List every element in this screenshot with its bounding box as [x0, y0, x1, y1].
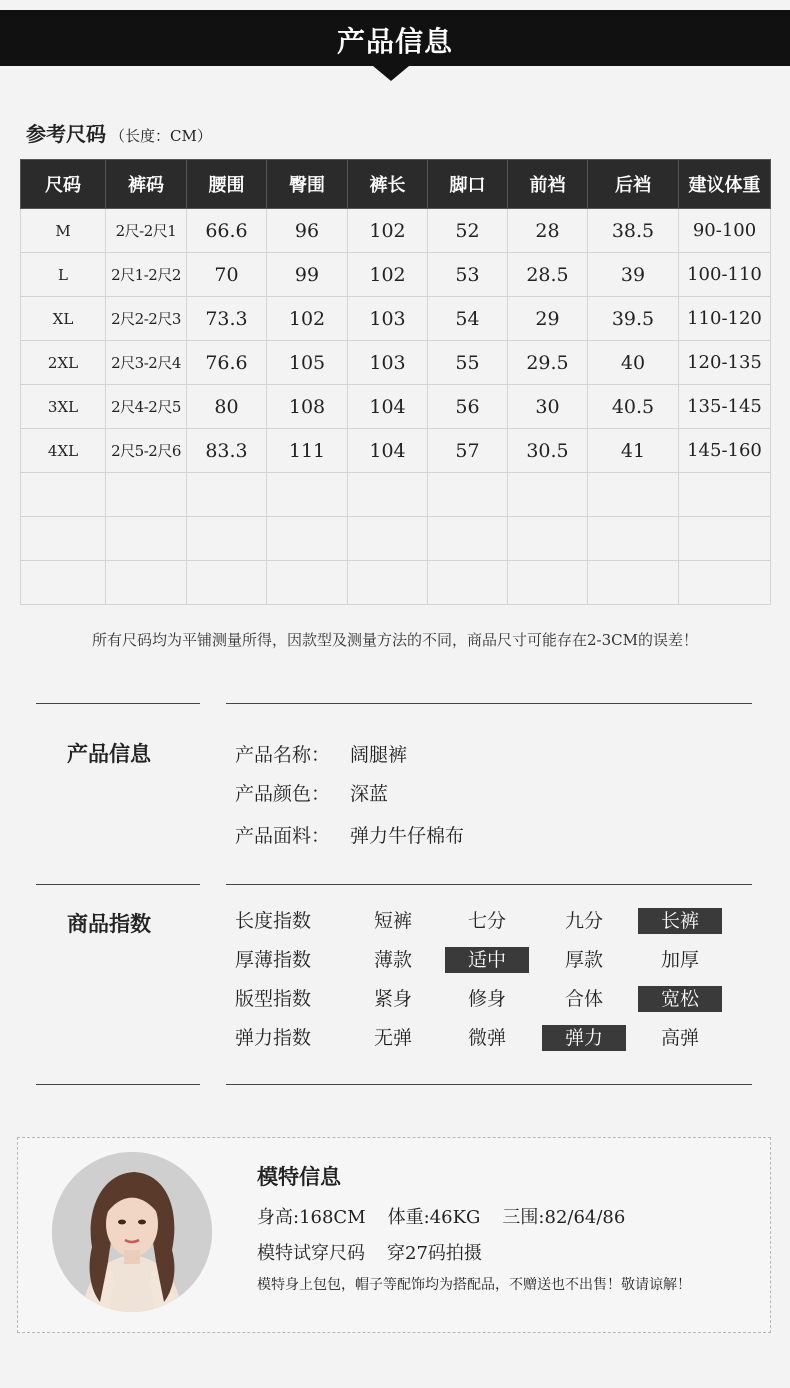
table-cell [21, 473, 106, 517]
divider [226, 1084, 752, 1085]
table-row [21, 429, 771, 473]
index-option: 短裤 [373, 910, 412, 932]
table-cell: 104 [348, 385, 428, 429]
table-cell: 40.5 [588, 385, 679, 429]
index-option-selected: 长裤 [638, 908, 722, 934]
product-info-label: 产品信息 [67, 741, 151, 766]
table-cell: 2尺5-2尺6 [106, 429, 187, 473]
table-cell: 41 [588, 429, 679, 473]
table-cell: 28 [508, 209, 588, 253]
table-cell: 40 [588, 341, 679, 385]
column-header: 尺码 [21, 160, 106, 209]
product-fabric-key: 产品面料： [235, 825, 331, 847]
banner-title: 产品信息 [336, 25, 453, 58]
index-option: 紧身 [373, 988, 412, 1010]
table-cell: 4XL [21, 429, 106, 473]
table-cell [679, 517, 771, 561]
table-cell: 28.5 [508, 253, 588, 297]
model-accessory-note: 模特身上包包，帽子等配饰均为搭配品，不赠送也不出售！敬请谅解！ [257, 1277, 691, 1293]
goods-index-label: 商品指数 [67, 911, 151, 936]
size-table [20, 159, 771, 605]
table-cell [679, 561, 771, 605]
table-cell: 2尺1-2尺2 [106, 253, 187, 297]
table-cell: 2尺4-2尺5 [106, 385, 187, 429]
table-cell [348, 473, 428, 517]
index-row-name: 厚薄指数 [235, 949, 312, 971]
table-cell [588, 517, 679, 561]
model-height: 身高:168CM [257, 1207, 366, 1228]
table-cell: 2尺2-2尺3 [106, 297, 187, 341]
divider [36, 1084, 200, 1085]
table-cell: 66.6 [187, 209, 267, 253]
table-cell [267, 561, 348, 605]
table-cell [187, 517, 267, 561]
table-cell: 80 [187, 385, 267, 429]
table-cell: 39.5 [588, 297, 679, 341]
table-cell: 54 [428, 297, 508, 341]
size-chart-heading [26, 118, 212, 147]
table-cell: 53 [428, 253, 508, 297]
table-cell [267, 517, 348, 561]
table-cell [588, 473, 679, 517]
table-cell [508, 473, 588, 517]
column-header: 裤长 [348, 160, 428, 209]
model-weight: 体重:46KG [387, 1207, 481, 1228]
model-info-title: 模特信息 [257, 1164, 341, 1189]
table-cell: 3XL [21, 385, 106, 429]
table-cell: 96 [267, 209, 348, 253]
table-cell [428, 561, 508, 605]
measurement-note: 所有尺码均为平铺测量所得，因款型及测量方法的不同，商品尺寸可能存在2-3CM的误差！ [92, 631, 698, 649]
product-color-key: 产品颜色： [235, 783, 331, 805]
table-cell [679, 473, 771, 517]
table-cell: 56 [428, 385, 508, 429]
table-cell: L [21, 253, 106, 297]
table-cell [187, 473, 267, 517]
divider [226, 703, 752, 704]
table-cell [106, 517, 187, 561]
table-cell: 103 [348, 297, 428, 341]
table-cell: 99 [267, 253, 348, 297]
column-header: 腰围 [187, 160, 267, 209]
table-cell: 30 [508, 385, 588, 429]
table-cell [21, 517, 106, 561]
index-option: 厚款 [564, 949, 603, 971]
banner-arrow-pointer [373, 66, 409, 81]
table-cell: 145-160 [679, 429, 771, 473]
model-avatar [52, 1152, 212, 1312]
table-cell: 100-110 [679, 253, 771, 297]
table-cell: 30.5 [508, 429, 588, 473]
table-cell [106, 561, 187, 605]
empty-table-row [21, 517, 771, 561]
table-cell [267, 473, 348, 517]
table-cell: 104 [348, 429, 428, 473]
column-header: 建议体重 [679, 160, 771, 209]
table-cell: XL [21, 297, 106, 341]
table-cell: M [21, 209, 106, 253]
table-cell [106, 473, 187, 517]
size-chart-title: 参考尺码 [26, 122, 106, 146]
model-trial-line [257, 1239, 504, 1265]
index-option-selected: 宽松 [638, 986, 722, 1012]
table-cell: 135-145 [679, 385, 771, 429]
table-cell: 55 [428, 341, 508, 385]
table-cell: 2尺-2尺1 [106, 209, 187, 253]
table-cell: 39 [588, 253, 679, 297]
table-row [21, 297, 771, 341]
table-cell [348, 561, 428, 605]
divider [36, 703, 200, 704]
column-header: 后裆 [588, 160, 679, 209]
index-row-name: 版型指数 [235, 988, 312, 1010]
table-cell: 110-120 [679, 297, 771, 341]
table-cell: 2XL [21, 341, 106, 385]
table-cell: 83.3 [187, 429, 267, 473]
table-cell: 76.6 [187, 341, 267, 385]
model-trial-value: 穿27码拍摄 [387, 1243, 482, 1264]
product-name-key: 产品名称： [235, 744, 331, 766]
size-table-header-row [21, 160, 771, 209]
product-color-value: 深蓝 [350, 783, 389, 805]
model-portrait-image [52, 1152, 212, 1312]
index-option-selected: 弹力 [542, 1025, 626, 1051]
index-option: 九分 [564, 910, 603, 932]
table-cell: 105 [267, 341, 348, 385]
table-cell [508, 561, 588, 605]
model-measurements: 三围:82/64/86 [502, 1207, 626, 1228]
table-cell: 103 [348, 341, 428, 385]
index-option: 薄款 [373, 949, 412, 971]
product-color-row [235, 779, 388, 806]
index-option: 高弹 [660, 1027, 699, 1049]
table-row [21, 385, 771, 429]
empty-table-row [21, 561, 771, 605]
table-cell: 52 [428, 209, 508, 253]
product-name-value: 阔腿裤 [350, 744, 408, 766]
empty-table-row [21, 473, 771, 517]
model-trial-label: 模特试穿尺码 [257, 1243, 365, 1264]
table-cell: 57 [428, 429, 508, 473]
index-option: 加厚 [660, 949, 699, 971]
table-cell [428, 517, 508, 561]
table-cell [21, 561, 106, 605]
divider [226, 884, 752, 885]
table-row [21, 253, 771, 297]
column-header: 前裆 [508, 160, 588, 209]
table-row [21, 341, 771, 385]
index-option: 七分 [467, 910, 506, 932]
table-cell: 70 [187, 253, 267, 297]
table-cell [508, 517, 588, 561]
table-cell [428, 473, 508, 517]
index-option: 微弹 [467, 1027, 506, 1049]
table-row [21, 209, 771, 253]
column-header: 裤码 [106, 160, 187, 209]
product-fabric-row [235, 821, 464, 848]
index-option: 无弹 [373, 1027, 412, 1049]
table-cell: 102 [348, 253, 428, 297]
table-cell [588, 561, 679, 605]
index-option-selected: 适中 [445, 947, 529, 973]
table-cell: 38.5 [588, 209, 679, 253]
index-option: 修身 [467, 988, 506, 1010]
table-cell [187, 561, 267, 605]
index-row-name: 长度指数 [235, 910, 312, 932]
product-name-row [235, 740, 407, 767]
table-cell: 2尺3-2尺4 [106, 341, 187, 385]
table-cell: 90-100 [679, 209, 771, 253]
index-row-name: 弹力指数 [235, 1027, 312, 1049]
table-cell: 29 [508, 297, 588, 341]
model-stats-line [257, 1203, 647, 1229]
table-cell: 120-135 [679, 341, 771, 385]
table-cell: 73.3 [187, 297, 267, 341]
table-cell: 102 [348, 209, 428, 253]
column-header: 脚口 [428, 160, 508, 209]
table-cell: 29.5 [508, 341, 588, 385]
table-cell [348, 517, 428, 561]
product-fabric-value: 弹力牛仔棉布 [350, 825, 465, 847]
column-header: 臀围 [267, 160, 348, 209]
table-cell: 111 [267, 429, 348, 473]
table-cell: 102 [267, 297, 348, 341]
header-banner [0, 10, 790, 66]
size-chart-unit: （长度：CM） [110, 127, 212, 145]
divider [36, 884, 200, 885]
table-cell: 108 [267, 385, 348, 429]
index-option: 合体 [564, 988, 603, 1010]
